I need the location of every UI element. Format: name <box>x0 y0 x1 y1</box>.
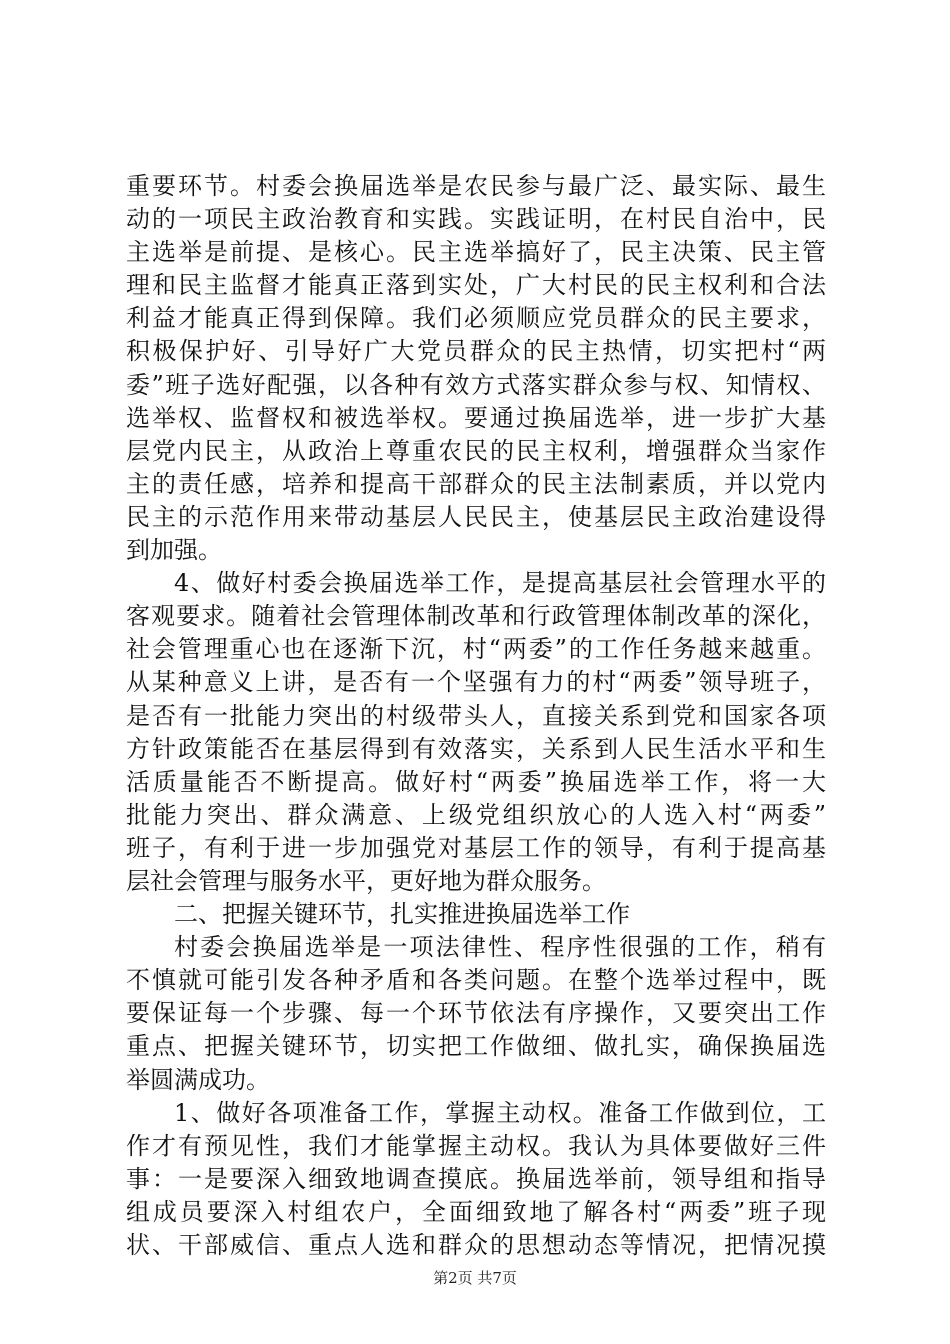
text-line: 班子，有利于进一步加强党对基层工作的领导，有利于提高基 <box>126 833 826 862</box>
document-body <box>126 170 826 1262</box>
text-line: 要保证每一个步骤、每一个环节依法有序操作，又要突出工作 <box>126 999 826 1028</box>
text-line: 从某种意义上讲，是否有一个坚强有力的村“两委”领导班子， <box>126 668 826 697</box>
text-line: 方针政策能否在基层得到有效落实，关系到人民生活水平和生 <box>126 734 826 763</box>
text-line: 4、做好村委会换届选举工作，是提高基层社会管理水平的 <box>174 569 826 598</box>
text-line: 重点、把握关键环节，切实把工作做细、做扎实，确保换届选 <box>126 1032 826 1061</box>
text-line: 状、干部威信、重点人选和群众的思想动态等情况，把情况摸 <box>126 1231 826 1259</box>
text-line: 选举权、监督权和被选举权。要通过换届选举，进一步扩大基 <box>126 403 826 432</box>
text-line: 村委会换届选举是一项法律性、程序性很强的工作，稍有 <box>174 933 826 962</box>
text-line: 积极保护好、引导好广大党员群众的民主热情，切实把村“两 <box>126 337 826 366</box>
text-line: 社会管理重心也在逐渐下沉，村“两委”的工作任务越来越重。 <box>126 635 826 664</box>
text-line: 委”班子选好配强，以各种有效方式落实群众参与权、知情权、 <box>126 370 826 399</box>
text-line: 是否有一批能力突出的村级带头人，直接关系到党和国家各项 <box>126 701 826 730</box>
text-line: 主选举是前提、是核心。民主选举搞好了，民主决策、民主管 <box>126 238 826 267</box>
text-line: 举圆满成功。 <box>126 1065 270 1094</box>
text-line: 主的责任感，培养和提高干部群众的民主法制素质，并以党内 <box>126 469 826 498</box>
text-line: 层党内民主，从政治上尊重农民的民主权利，增强群众当家作 <box>126 436 826 465</box>
text-line: 批能力突出、群众满意、上级党组织放心的人选入村“两委” <box>126 800 826 829</box>
text-line: 层社会管理与服务水平，更好地为群众服务。 <box>126 866 606 895</box>
text-line: 客观要求。随着社会管理体制改革和行政管理体制改革的深化， <box>126 602 826 631</box>
text-line: 民主的示范作用来带动基层人民民主，使基层民主政治建设得 <box>126 502 826 531</box>
text-line: 重要环节。村委会换届选举是农民参与最广泛、最实际、最生 <box>126 172 826 200</box>
text-line: 活质量能否不断提高。做好村“两委”换届选举工作，将一大 <box>126 767 826 796</box>
text-line: 1、做好各项准备工作，掌握主动权。准备工作做到位，工 <box>174 1098 826 1127</box>
text-line: 不慎就可能引发各种矛盾和各类问题。在整个选举过程中，既 <box>126 966 826 995</box>
text-line: 作才有预见性，我们才能掌握主动权。我认为具体要做好三件 <box>126 1131 826 1160</box>
text-line: 组成员要深入村组农户，全面细致地了解各村“两委”班子现 <box>126 1197 826 1226</box>
text-line: 理和民主监督才能真正落到实处，广大村民的民主权利和合法 <box>126 271 826 300</box>
text-line: 事：一是要深入细致地调查摸底。换届选举前，领导组和指导 <box>126 1164 826 1193</box>
text-line: 二、把握关键环节，扎实推进换届选举工作 <box>174 900 630 929</box>
text-line: 动的一项民主政治教育和实践。实践证明，在村民自治中，民 <box>126 205 826 234</box>
text-line: 到加强。 <box>126 536 222 565</box>
page-footer: 第2页 共7页 <box>433 1269 517 1287</box>
text-line: 利益才能真正得到保障。我们必须顺应党员群众的民主要求， <box>126 304 826 333</box>
